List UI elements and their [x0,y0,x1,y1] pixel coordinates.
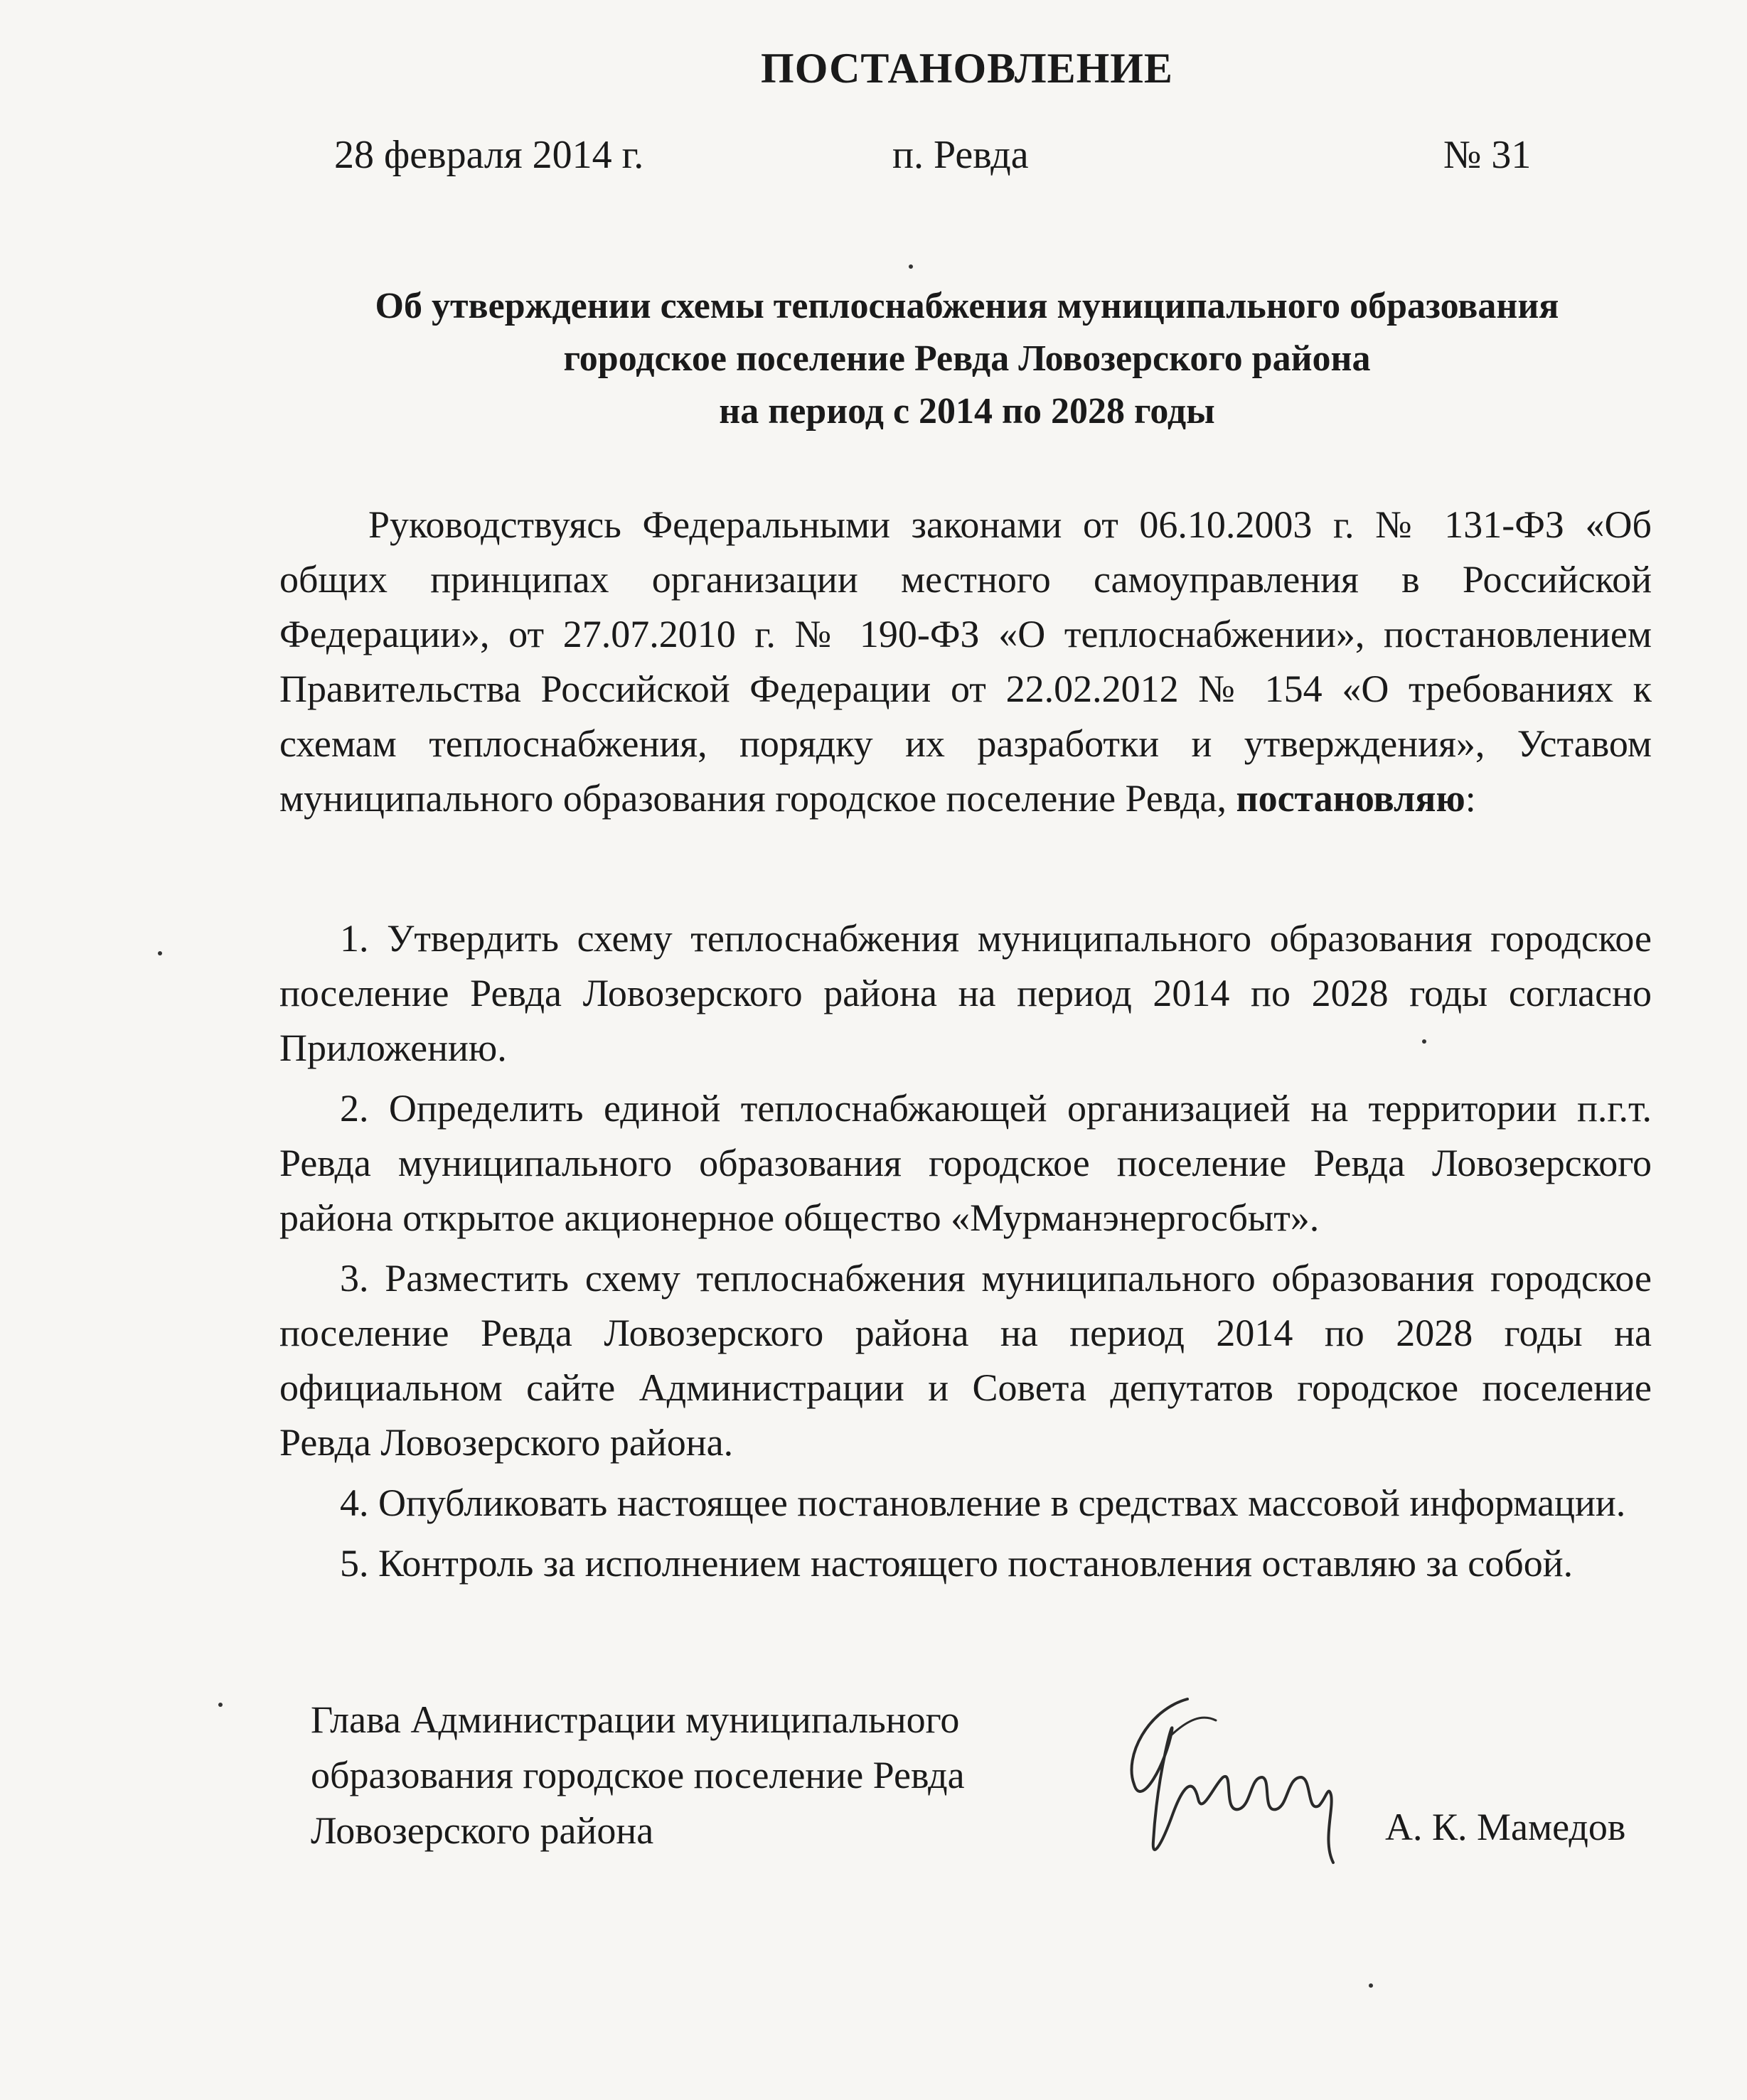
resolution-items [279,911,1652,1597]
document-number: № 31 [1443,133,1532,177]
document-heading [270,280,1664,438]
scan-speck [909,264,913,269]
preamble-bold: постановляю [1236,777,1465,820]
scan-speck [1422,1039,1426,1044]
preamble-text: Руководствуясь Федеральными законами от 06.10.2003 г. № 131-ФЗ «Об общих принципах организации местного самоуправления в Российской Федерации», от 27.07.2010 г. № 190-ФЗ «О теплоснабжении», постановлением Правительства Российской Федерации от 22.02.2012 № 154 «О требованиях к схемам теплоснабжения, порядку их разработки и утверждения», Уставом муниципального образования городское поселение Ревда, [279,503,1652,820]
list-item: 5. Контроль за исполнением настоящего постановления оставляю за собой. [340,1542,1574,1585]
document-title: ПОСТАНОВЛЕНИЕ [761,45,1173,92]
list-item: 3. Разместить схему теплоснабжения муниципального образования городское поселение Ревда Ловозерского района на период 2014 по 2028 годы на официальном сайте Администрации и Совета депутатов городское поселение Ревда Ловозерского района. [279,1257,1652,1464]
signatory-line: Глава Администрации муниципального [311,1698,960,1741]
scan-speck [218,1703,223,1707]
scan-speck [1369,1983,1373,1988]
heading-line: на период с 2014 по 2028 годы [719,391,1215,432]
scan-speck [158,951,162,955]
signatory-title [311,1692,965,1858]
heading-line: городское поселение Ревда Ловозерского района [563,338,1371,379]
signatory-line: Ловозерского района [311,1809,654,1852]
document-place: п. Ревда [892,133,1029,177]
list-item: 1. Утвердить схему теплоснабжения муниципального образования городское поселение Ревда Ловозерского района на период 2014 по 2028 годы согласно Приложению. [279,917,1652,1069]
signatory-name: А. К. Мамедов [1385,1806,1626,1848]
document-date: 28 февраля 2014 г. [334,133,644,177]
handwritten-signature [1081,1671,1351,1884]
list-item: 4. Опубликовать настоящее постановление в средствах массовой информации. [340,1482,1626,1524]
preamble-end: : [1465,777,1476,820]
preamble-paragraph [279,498,1652,826]
signatory-line: образования городское поселение Ревда [311,1754,965,1796]
list-item: 2. Определить единой теплоснабжающей организацией на территории п.г.т. Ревда муниципального образования городское поселение Ревда Ловозерского района открытое акционерное общество «Мурманэнергосбыт». [279,1087,1652,1239]
heading-line: Об утверждении схемы теплоснабжения муниципального образования [375,286,1559,326]
